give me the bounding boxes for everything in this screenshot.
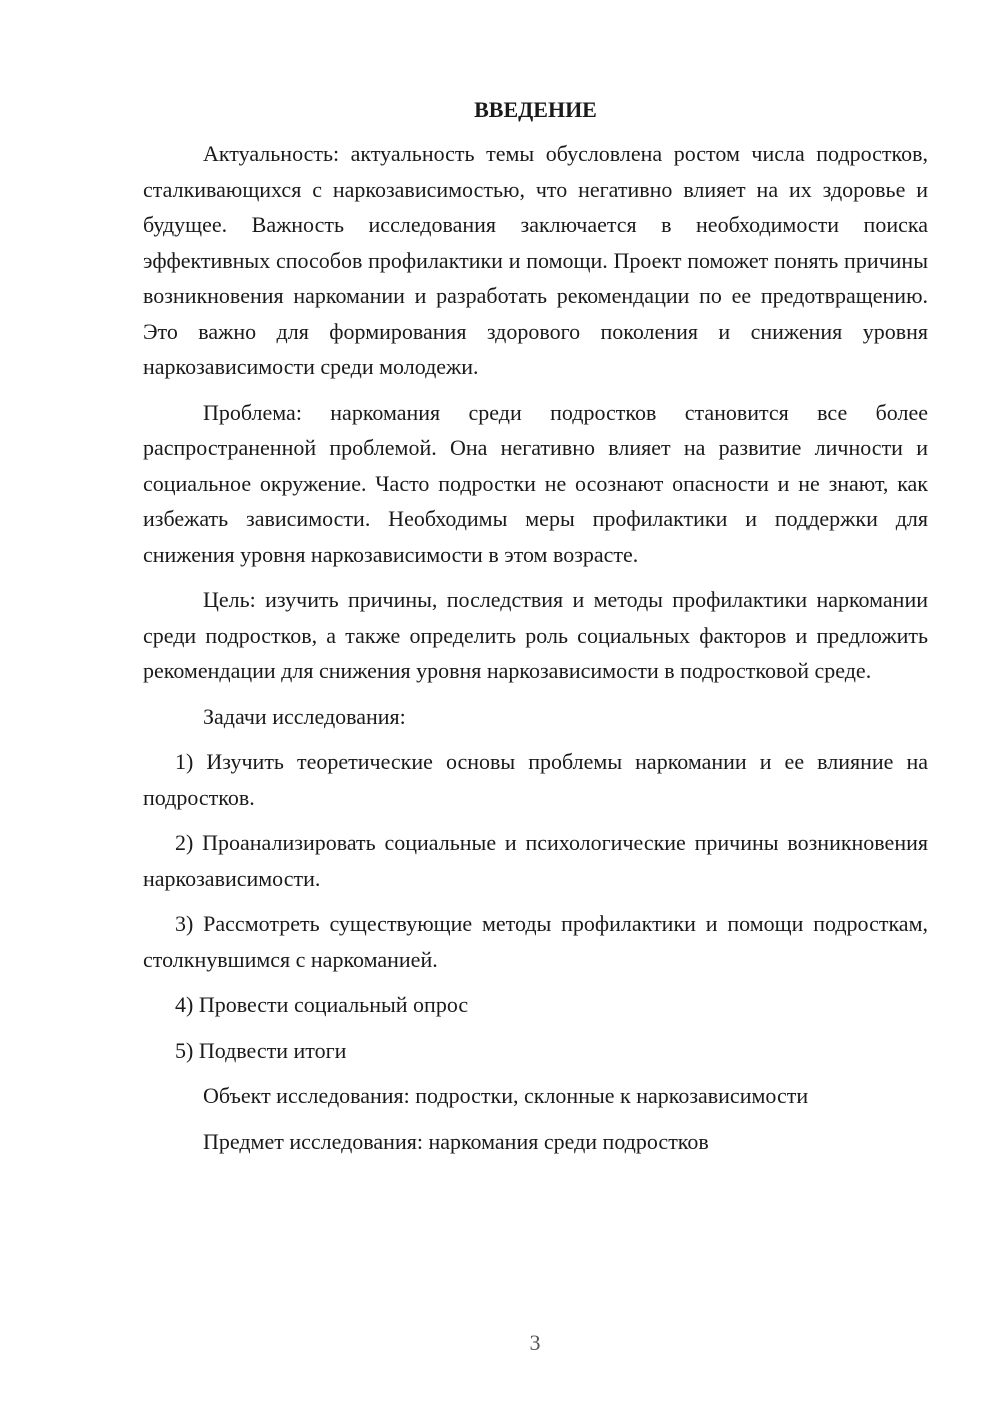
research-subject: Предмет исследования: наркомания среди подростков <box>203 1128 709 1154</box>
task-item: 3) Рассмотреть существующие методы профилактики и помощи подросткам, столкнувшимся с наркоманией. <box>143 911 928 972</box>
relevance-paragraph: Актуальность: актуальность темы обусловлена ростом числа подростков, сталкивающихся с наркозависимостью, что негативно влияет на их здоровье и будущее. Важность исследования заключается в необходимости поиска эффективных способов профилактики и помощи. Проект поможет понять причины возникновения наркомании и разработать рекомендации по ее предотвращению. Это важно для формирования здорового поколения и снижения уровня наркозависимости среди молодежи. <box>143 141 928 379</box>
task-item: 2) Проанализировать социальные и психологические причины возникновения наркозависимости. <box>143 830 928 891</box>
task-item: 1) Изучить теоретические основы проблемы наркомании и ее влияние на подростков. <box>143 749 928 810</box>
research-object: Объект исследования: подростки, склонные к наркозависимости <box>203 1083 809 1108</box>
page-content <box>143 95 928 1169</box>
page-number: 3 <box>529 1330 541 1355</box>
task-item: 4) Провести социальный опрос <box>175 992 469 1017</box>
page-title: ВВЕДЕНИЕ <box>474 97 597 122</box>
tasks-heading: Задачи исследования: <box>203 703 406 729</box>
task-item: 5) Подвести итоги <box>175 1037 347 1063</box>
problem-paragraph: Проблема: наркомания среди подростков становится все более распространенной проблемой. Она негативно влияет на развитие личности и социальное окружение. Часто подростки не осознают опасности и не знают, как избежать зависимости. Необходимы меры профилактики и поддержки для снижения уровня наркозависимости в этом возрасте. <box>143 399 928 567</box>
goal-paragraph: Цель: изучить причины, последствия и методы профилактики наркомании среди подростков, а также определить роль социальных факторов и предложить рекомендации для снижения уровня наркозависимости в подростковой среде. <box>143 587 928 683</box>
